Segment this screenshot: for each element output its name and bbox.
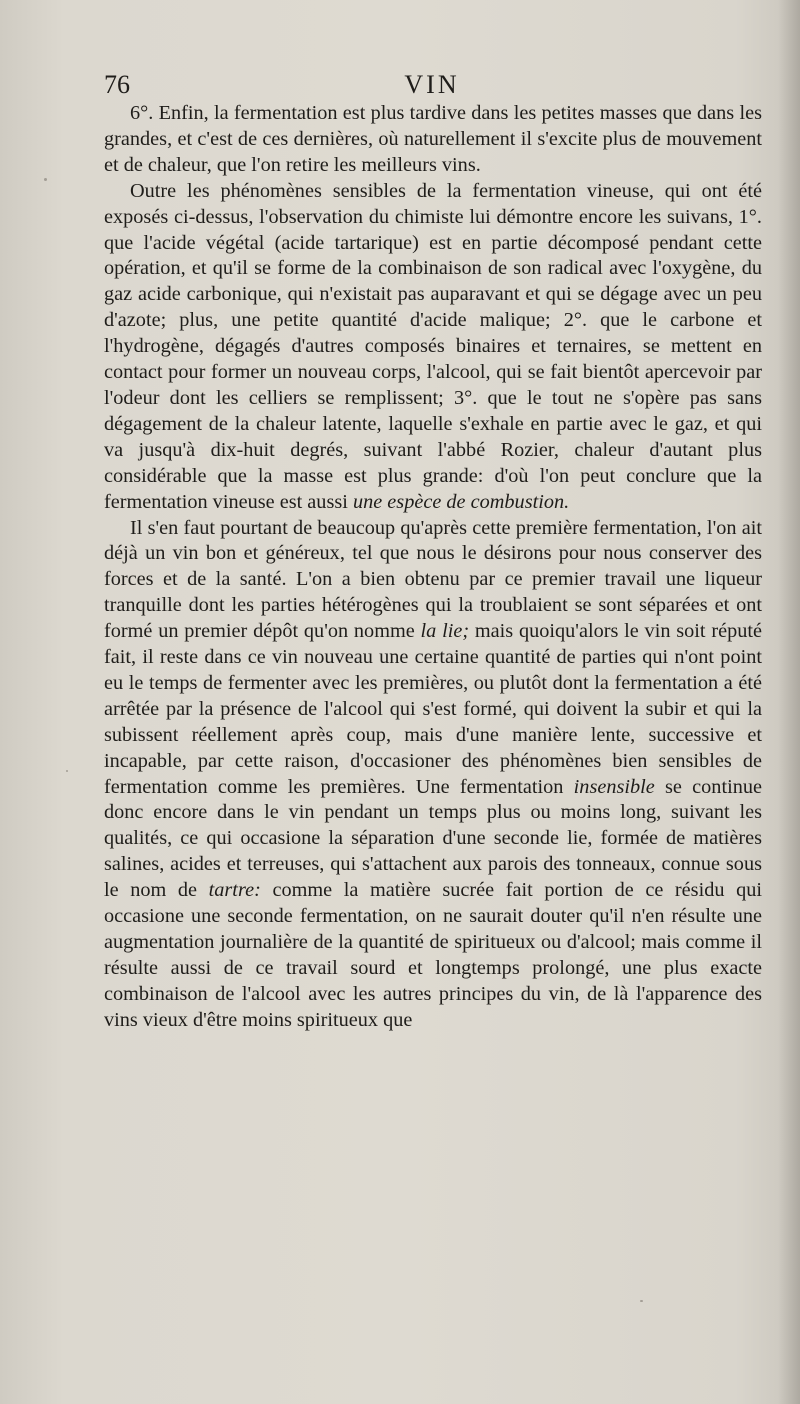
page-number: 76 xyxy=(104,70,130,99)
paper-speck xyxy=(66,770,68,772)
italic-text: tartre: xyxy=(208,879,261,902)
text-run: comme la matière sucrée fait portion de ce résidu qui occasione une seconde fermentation, on ne saurait douter qu'il n'en résulte une augmentation journalière de la quantité de spiritueux ou d'alcool; mais comme il résulte aussi de ce travail sourd et longtemps prolongé, une plus exacte combinaison de l'alcool avec les autres principes du vin, de là l'apparence des vins vieux d'être moins spiritueux que xyxy=(104,879,763,1031)
paragraph-2 xyxy=(104,179,762,516)
body-text xyxy=(104,101,762,1034)
text-run: mais quoiqu'alors le vin soit réputé fait, il reste dans ce vin nouveau une certaine quantité de parties qui n'ont point eu le temps de fermenter avec les premières, ou plutôt dont la fermentation a été arrêtée par la présence de l'alcool qui s'est formé, qui doivent la subir et qui la subissent réellement après coup, mais d'une manière lente, successive et incapable, par cette raison, d'occasioner des phénomènes bien sensibles de fermentation comme les premières. Une fermentation xyxy=(104,620,762,798)
italic-text: une espèce de combustion. xyxy=(352,490,570,513)
paper-speck xyxy=(640,1300,643,1302)
paragraph-3 xyxy=(104,516,762,1034)
page-header xyxy=(104,68,760,102)
italic-text: insensible xyxy=(573,775,655,798)
text-run: Outre les phénomènes sensibles de la fermentation vineuse, qui ont été exposés ci-dessus, l'observation du chimiste lui démontre encore les suivans, 1°. que l'acide végétal (acide tartarique) est en partie décomposé pendant cette opération, et qu'il se forme de la combinaison de son radical avec l'oxygène, du gaz acide carbonique, qui n'existait pas auparavant et qui se dégage avec un peu d'azote; plus, une petite quantité d'acide malique; 2°. que le carbone et l'hydrogène, dégagés d'autres composés binaires et ternaires, se mettent en contact pour former un nouveau corps, l'alcool, qui se fait bientôt apercevoir par l'odeur dont les celliers se remplissent; 3°. que le tout ne s'opère pas sans dégagement de la chaleur latente, laquelle s'exhale en partie avec le gaz, et qui va jusqu'à dix-huit degrés, suivant l'abbé Rozier, chaleur d'autant plus considérable que la masse est plus grande: d'où l'on peut conclure que la fermentation vineuse est aussi xyxy=(104,179,762,513)
page-edge-shadow xyxy=(778,0,800,1404)
text-run: Il s'en faut pourtant de beaucoup qu'après cette première fermentation, l'on ait déjà un vin bon et généreux, tel que nous le désirons pour nous conserver des forces et de la santé. L'on a bien obtenu par ce premier travail une liqueur tranquille dont les parties hétérogènes qui la troublaient se sont séparées et ont formé un premier dépôt qu'on nomme xyxy=(104,516,762,643)
text-run: se continue donc encore dans le vin pendant un temps plus ou moins long, suivant les qualités, ce qui occasione la séparation d'une seconde lie, formée de matières salines, acides et terreuses, qui s'attachent aux parois des tonneaux, connue sous le nom de xyxy=(104,775,762,902)
running-title: VIN xyxy=(404,70,460,99)
paragraph-1 xyxy=(104,101,762,179)
paper-speck xyxy=(44,178,47,181)
italic-text: la lie; xyxy=(420,620,470,643)
text-run: 6°. Enfin, la fermentation est plus tardive dans les petites masses que dans les grandes, et c'est de ces dernières, où naturellement il s'excite plus de mouvement et de chaleur, que l'on retire les meilleurs vins. xyxy=(104,102,762,176)
